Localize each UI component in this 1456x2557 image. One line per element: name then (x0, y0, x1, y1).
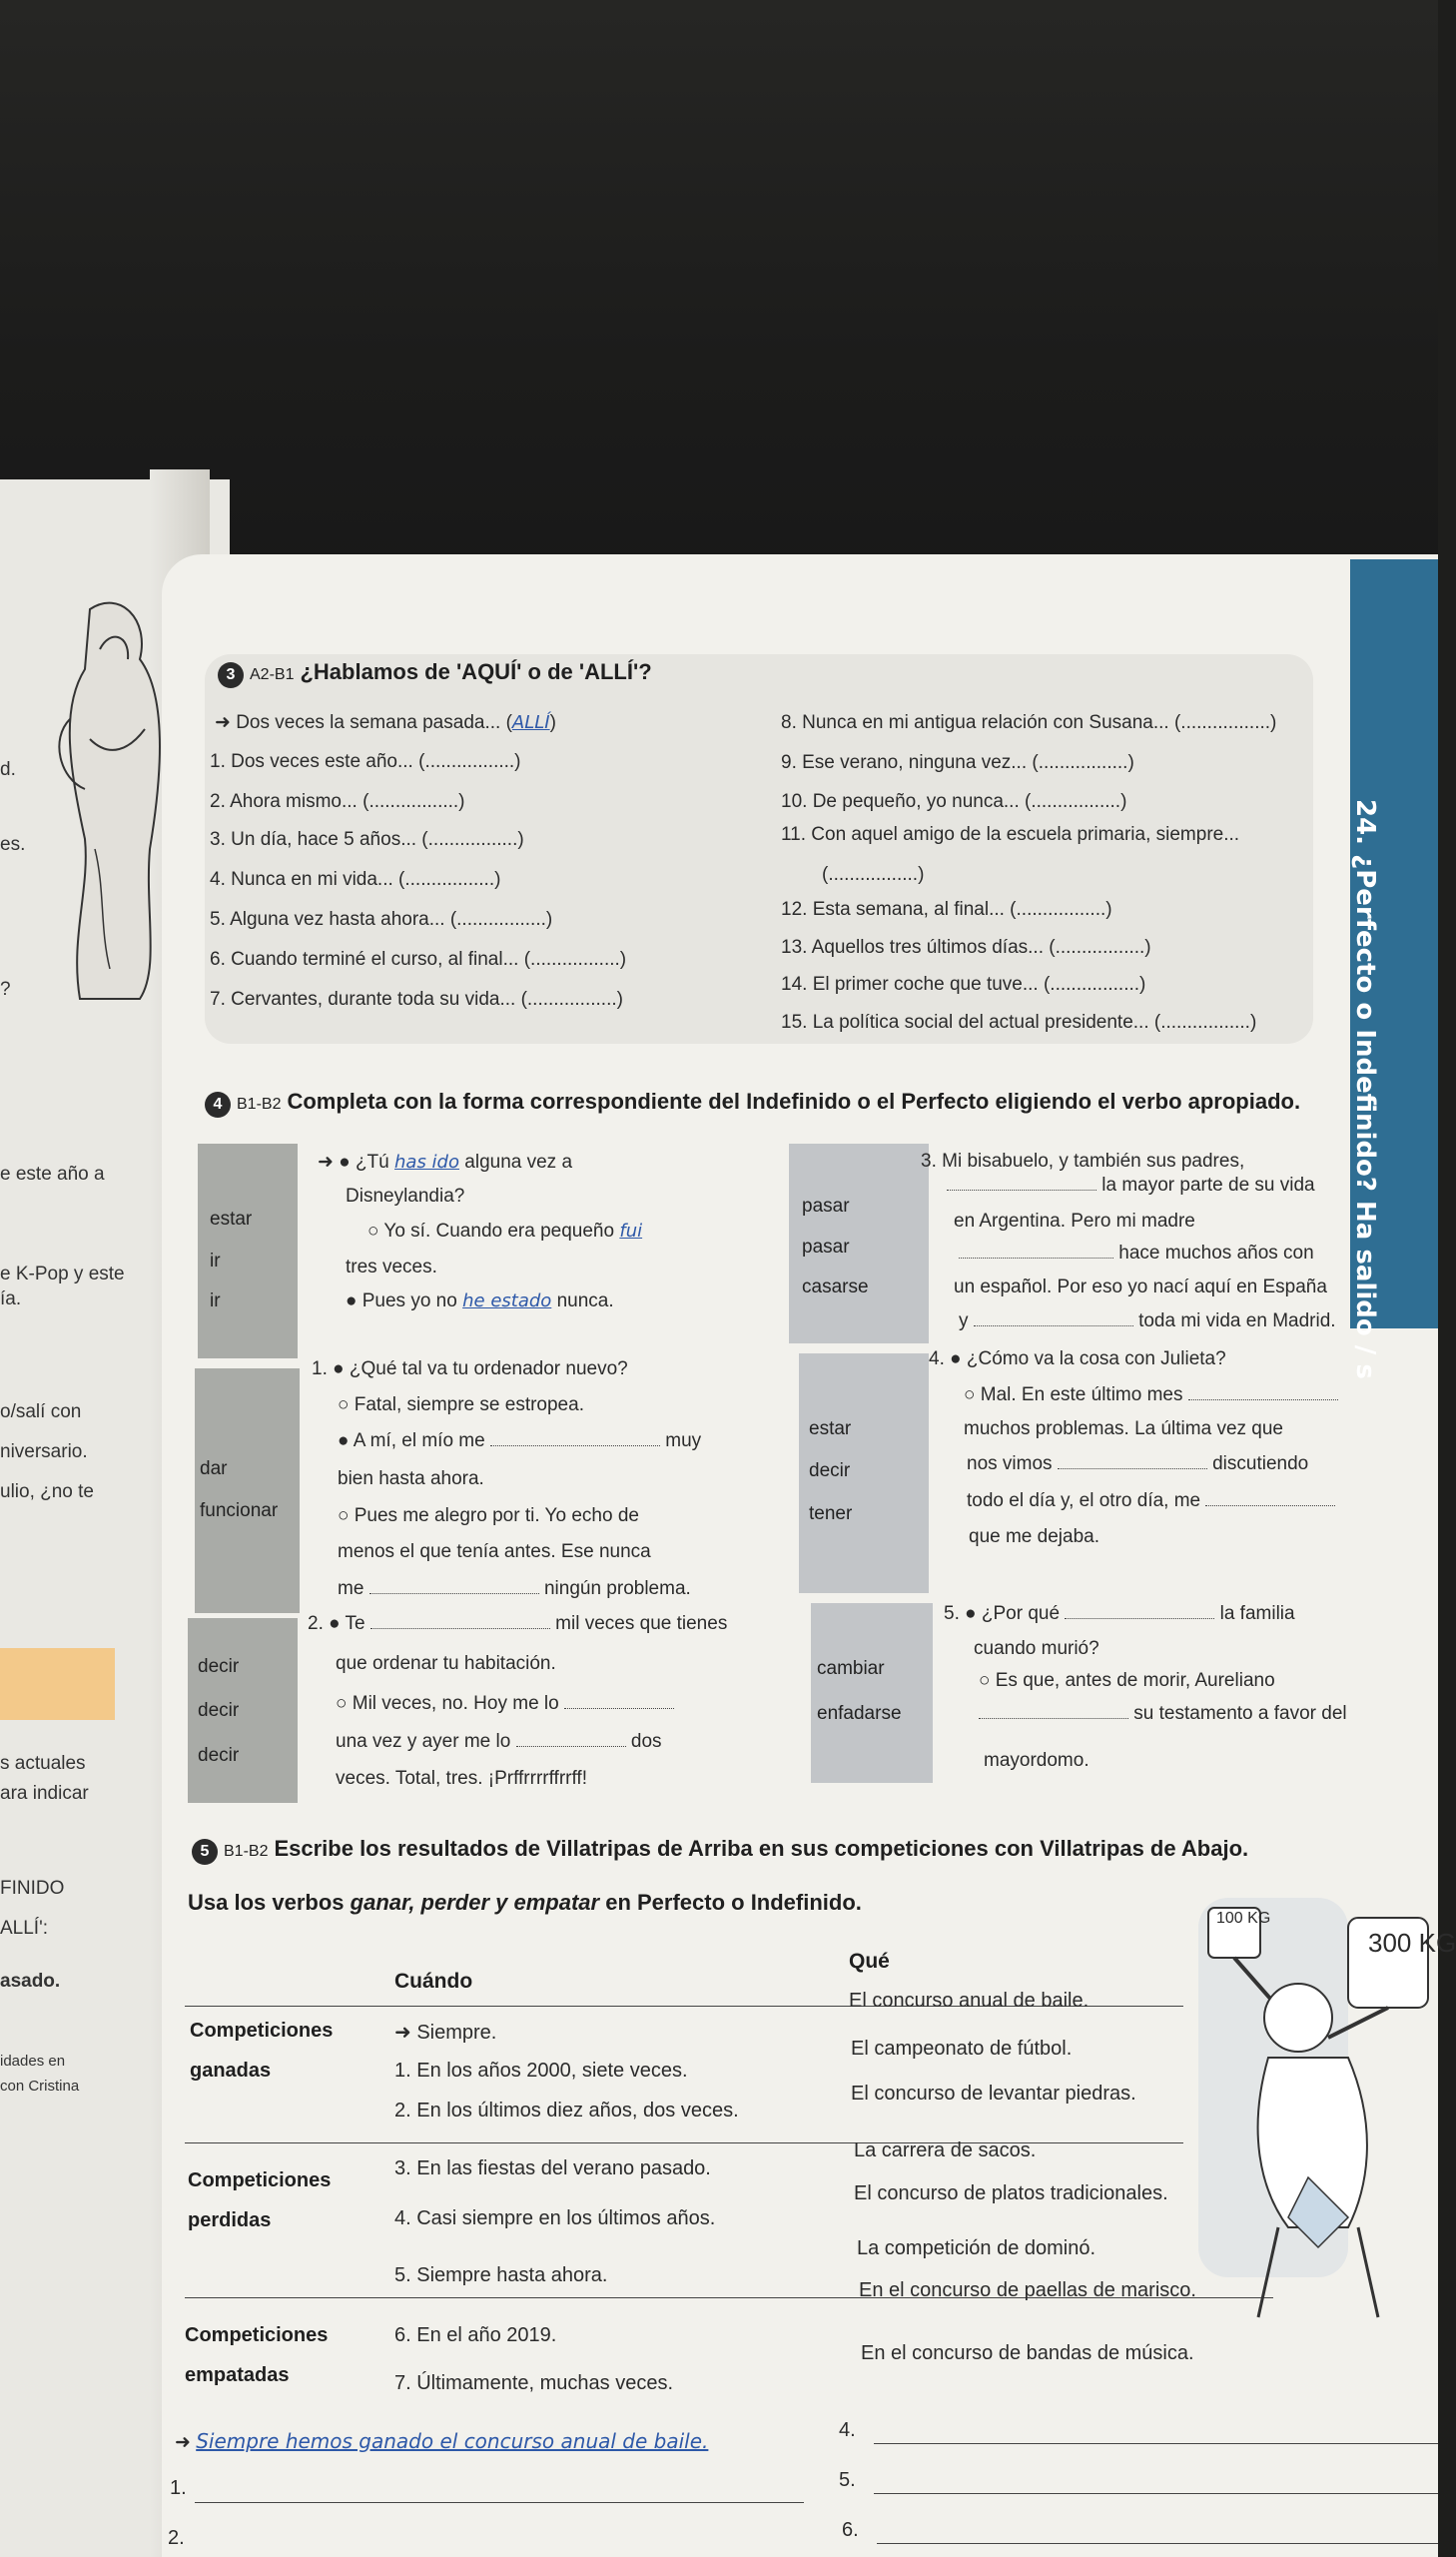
line-text: una vez y ayer me lo (336, 1731, 511, 1752)
answer-blank[interactable] (979, 1718, 1128, 1719)
column-header-cuando: Cuándo (394, 1970, 473, 1993)
ex3-item[interactable]: 12. Esta semana, al final... (.................) (781, 899, 1112, 920)
handwritten-answer[interactable]: Siempre hemos ganado el concurso anual de baile. (196, 2429, 709, 2453)
ex4-line (308, 1613, 727, 1635)
ex4-line (959, 1243, 1314, 1265)
margin-note: asado. (0, 1971, 61, 1992)
ex4-line (944, 1603, 1295, 1625)
answer-blank[interactable] (490, 1445, 660, 1446)
line-text: ○ Yo sí. Cuando era pequeño (367, 1221, 615, 1242)
ex4-line (967, 1490, 1335, 1512)
ex3-item[interactable]: 3. Un día, hace 5 años... (.................) (210, 829, 524, 850)
que-item: El concurso de levantar piedras. (851, 2083, 1136, 2105)
ex3-item[interactable]: 4. Nunca en mi vida... (.................) (210, 869, 501, 890)
exercise-title: ¿Hablamos de 'AQUÍ' o de 'ALLÍ'? (300, 659, 652, 684)
ex4-line: Disneylandia? (346, 1186, 465, 1207)
ex4-line: 3. Mi bisabuelo, y también sus padres, (921, 1151, 1245, 1172)
ex4-line (346, 1290, 614, 1312)
verb-label: estar (809, 1418, 852, 1439)
answer-blank[interactable] (564, 1708, 674, 1709)
que-item: En el concurso de bandas de música. (861, 2342, 1194, 2364)
margin-note: es. (0, 834, 26, 855)
margin-note: e este año a (0, 1164, 105, 1185)
ex4-line: muchos problemas. La última vez que (964, 1418, 1283, 1439)
answer-blank[interactable] (1188, 1399, 1338, 1400)
answer-number: 1. (170, 2477, 187, 2499)
ex4-line (338, 1430, 701, 1452)
ex3-item[interactable]: 10. De pequeño, yo nunca... (.................) (781, 791, 1127, 812)
handwritten-answer[interactable]: he estado (462, 1290, 552, 1311)
margin-note: ? (0, 979, 11, 1000)
ex4-line: un español. Por eso yo nací aquí en España (954, 1277, 1327, 1297)
margin-note: o/salí con (0, 1401, 82, 1422)
verb-label: decir (198, 1700, 240, 1721)
line-text: 2. ● Te (308, 1613, 365, 1634)
margin-note: con Cristina (0, 2078, 80, 2095)
line-text: alguna vez a (464, 1152, 573, 1173)
exercise-title: Escribe los resultados de Villatripas de Arriba en sus competiciones con Villatripas de Abajo. (274, 1836, 1249, 1861)
line-text: ○ Mil veces, no. Hoy me lo (336, 1693, 559, 1714)
line-text: toda mi vida en Madrid. (1138, 1310, 1336, 1331)
answer-number: 4. (839, 2419, 856, 2441)
line-text: la familia (1219, 1603, 1295, 1624)
margin-note: idades en (0, 2053, 66, 2070)
group-label: ganadas (190, 2060, 272, 2082)
line-text: hace muchos años con (1118, 1243, 1314, 1264)
margin-note: s actuales (0, 1753, 86, 1774)
ex4-line: tres veces. (346, 1257, 437, 1278)
answer-line[interactable] (874, 2443, 1438, 2444)
ex4-line: mayordomo. (984, 1750, 1090, 1771)
exercise-5-subtitle (188, 1890, 862, 1916)
line-text: 5. ● ¿Por qué (944, 1603, 1061, 1624)
group-label: perdidas (188, 2209, 272, 2231)
line-text: dos (630, 1731, 662, 1752)
weight-label: 100 KG (1216, 1910, 1271, 1927)
ex4-line (338, 1578, 691, 1600)
handwritten-answer[interactable]: fui (619, 1221, 643, 1242)
ex4-line: ○ Fatal, siempre se estropea. (338, 1394, 584, 1415)
level-label: A2-B1 (250, 666, 295, 683)
answer-line[interactable] (195, 2502, 804, 2503)
answer-example: ➜ Siempre hemos ganado el concurso anual de baile. (175, 2429, 709, 2453)
weight-label: 300 KG (1368, 1928, 1456, 1958)
ex4-line: menos el que tenía antes. Ese nunca (338, 1541, 651, 1562)
ex4-line (336, 1693, 674, 1715)
line-text: nunca. (556, 1290, 614, 1311)
answer-blank[interactable] (959, 1258, 1113, 1259)
weightlifter-illustration (1148, 1888, 1438, 2367)
verb-label: decir (198, 1745, 240, 1766)
line-text: muy (665, 1430, 702, 1451)
ex3-item[interactable]: 14. El primer coche que tuve... (.................) (781, 974, 1146, 995)
ex3-item[interactable]: 1. Dos veces este año... (.................) (210, 751, 521, 772)
verb-label: decir (198, 1656, 240, 1677)
answer-blank[interactable] (1065, 1618, 1214, 1619)
line-text: todo el día y, el otro día, me (967, 1490, 1201, 1511)
line-text: me (338, 1578, 364, 1599)
ex3-item[interactable]: 6. Cuando terminé el curso, al final... (.................) (210, 949, 627, 970)
ex4-line: cuando murió? (974, 1638, 1099, 1659)
ex4-line: que me dejaba. (969, 1526, 1099, 1547)
verb-label: casarse (802, 1277, 869, 1297)
verb-label: ir (210, 1290, 221, 1311)
margin-note: ara indicar (0, 1783, 89, 1804)
answer-number: 2. (168, 2527, 185, 2549)
ex4-line: 4. ● ¿Cómo va la cosa con Julieta? (929, 1348, 1226, 1369)
cuando-item: ➜ Siempre. (394, 2022, 497, 2044)
answer-blank[interactable] (947, 1190, 1096, 1191)
group-label: Competiciones (190, 2020, 334, 2042)
cuando-item: 6. En el año 2019. (394, 2324, 557, 2346)
ex4-line: bien hasta ahora. (338, 1468, 484, 1489)
example-text: ➜ Dos veces la semana pasada... ( (215, 712, 512, 733)
que-item: La carrera de sacos. (854, 2139, 1037, 2161)
ex3-item[interactable]: 11. Con aquel amigo de la escuela primaria, siempre... (781, 824, 1240, 845)
line-text: ningún problema. (543, 1578, 691, 1599)
answer-blank[interactable] (1205, 1505, 1335, 1506)
que-item: En el concurso de paellas de marisco. (859, 2279, 1196, 2301)
cuando-item: 2. En los últimos diez años, dos veces. (394, 2100, 739, 2122)
ex4-line (967, 1453, 1308, 1475)
exercise-number: 3 (218, 662, 244, 688)
answer-number: 5. (839, 2469, 856, 2491)
answer-blank[interactable] (1058, 1468, 1207, 1469)
line-text: nos vimos (967, 1453, 1053, 1474)
line-text: ➜ ● ¿Tú (318, 1152, 389, 1173)
verb-label: cambiar (817, 1658, 885, 1679)
level-label: B1-B2 (237, 1096, 282, 1113)
subtitle-text: Usa los verbos (188, 1890, 351, 1915)
group-label: empatadas (185, 2364, 290, 2386)
column-header-que: Qué (849, 1950, 890, 1973)
cuando-item: 1. En los años 2000, siete veces. (394, 2060, 688, 2082)
verb-box (195, 1368, 300, 1613)
verb-box (811, 1603, 933, 1783)
chapter-title: 24. ¿Perfecto o Indefinido? Ha salido / s (1350, 799, 1380, 1379)
margin-note: niversario. (0, 1441, 88, 1462)
cuando-item: 5. Siempre hasta ahora. (394, 2264, 608, 2286)
line-text: discutiendo (1212, 1453, 1309, 1474)
margin-note: ía. (0, 1288, 22, 1309)
ex3-item[interactable]: 8. Nunca en mi antigua relación con Susana... (.................) (781, 712, 1277, 733)
ex3-item[interactable]: 13. Aquellos tres últimos días... (.................) (781, 937, 1151, 958)
verb-label: dar (200, 1458, 228, 1479)
ex4-line (336, 1731, 662, 1753)
ex4-line: 1. ● ¿Qué tal va tu ordenador nuevo? (312, 1358, 628, 1379)
subtitle-text: en Perfecto o Indefinido. (599, 1890, 862, 1915)
ex4-line: ○ Es que, antes de morir, Aureliano (979, 1670, 1275, 1691)
ex4-line: que ordenar tu habitación. (336, 1653, 556, 1674)
ex4-line: ○ Pues me alegro por ti. Yo echo de (338, 1505, 639, 1526)
group-label: Competiciones (185, 2324, 329, 2346)
margin-note: e K-Pop y este (0, 1264, 125, 1284)
statue-illustration (30, 589, 180, 1009)
margin-note: FINIDO (0, 1878, 65, 1899)
answer-blank[interactable] (369, 1593, 539, 1594)
verb-label: pasar (802, 1196, 850, 1217)
orange-note-box (0, 1648, 115, 1720)
answer-line[interactable] (877, 2543, 1438, 2544)
exercise-number: 5 (192, 1839, 218, 1865)
example-end: ) (549, 712, 556, 733)
ex4-line (367, 1221, 642, 1243)
verb-label: funcionar (200, 1500, 279, 1521)
handwritten-answer[interactable]: ALLÍ (511, 712, 550, 733)
ex4-line (947, 1175, 1315, 1197)
margin-note: ulio, ¿no te (0, 1481, 94, 1502)
ex3-item[interactable]: 15. La política social del actual presidente... (.................) (781, 1012, 1257, 1033)
answer-blank[interactable] (370, 1628, 550, 1629)
que-item: El concurso de platos tradicionales. (854, 2182, 1168, 2204)
line-text: mil veces que tienes (555, 1613, 728, 1634)
ex4-line (959, 1310, 1336, 1332)
margin-note: d. (0, 759, 16, 780)
que-item: El concurso anual de baile. (849, 1990, 1090, 2012)
answer-blank[interactable] (516, 1746, 626, 1747)
que-item: La competición de dominó. (857, 2237, 1096, 2259)
ex4-line: veces. Total, tres. ¡Prffrrrrffrrff! (336, 1768, 587, 1789)
answer-blank[interactable] (974, 1325, 1133, 1326)
ex3-example (215, 711, 556, 734)
level-label: B1-B2 (224, 1843, 269, 1860)
verb-label: decir (809, 1460, 851, 1481)
verb-label: tener (809, 1503, 853, 1524)
que-item: El campeonato de fútbol. (851, 2038, 1073, 2060)
margin-note: ALLÍ': (0, 1918, 48, 1939)
line-text: la mayor parte de su vida (1101, 1175, 1315, 1196)
subtitle-verbs: ganar, perder y empatar (350, 1890, 600, 1915)
ex3-item[interactable]: 9. Ese verano, ninguna vez... (.................) (781, 752, 1134, 773)
ex4-line (964, 1384, 1338, 1406)
answer-number: 6. (842, 2519, 859, 2541)
answer-line[interactable] (874, 2493, 1438, 2494)
ex3-item[interactable]: 2. Ahora mismo... (.................) (210, 791, 465, 812)
cuando-item: 3. En las fiestas del verano pasado. (394, 2157, 711, 2179)
cuando-item: 4. Casi siempre en los últimos años. (394, 2207, 716, 2229)
exercise-title: Completa con la forma correspondiente del Indefinido o el Perfecto eligiendo el verbo apropiado. (287, 1089, 1301, 1114)
line-text: su testamento a favor del (1133, 1703, 1347, 1724)
exercise-number: 4 (205, 1092, 231, 1118)
verb-label: pasar (802, 1237, 850, 1258)
ex4-line (979, 1703, 1347, 1725)
exercise-5-heading (192, 1836, 1248, 1865)
cuando-item: 7. Últimamente, muchas veces. (394, 2372, 673, 2394)
line-text: ● Pues yo no (346, 1290, 457, 1311)
line-text: ● A mí, el mío me (338, 1430, 485, 1451)
ex3-item[interactable]: 7. Cervantes, durante toda su vida... (.................) (210, 989, 623, 1010)
group-label: Competiciones (188, 2169, 332, 2191)
ex4-line (318, 1151, 572, 1174)
exercise-4-heading (205, 1089, 1300, 1118)
ex3-item[interactable]: 5. Alguna vez hasta ahora... (.................) (210, 909, 553, 930)
handwritten-answer[interactable]: has ido (394, 1152, 459, 1173)
verb-label: ir (210, 1251, 221, 1272)
line-text: ○ Mal. En este último mes (964, 1384, 1183, 1405)
verb-label: enfadarse (817, 1703, 902, 1724)
ex4-line: en Argentina. Pero mi madre (954, 1211, 1195, 1232)
ex3-item[interactable]: (.................) (822, 864, 925, 885)
verb-label: estar (210, 1209, 253, 1230)
exercise-3-heading (218, 659, 652, 688)
line-text: y (959, 1310, 969, 1331)
